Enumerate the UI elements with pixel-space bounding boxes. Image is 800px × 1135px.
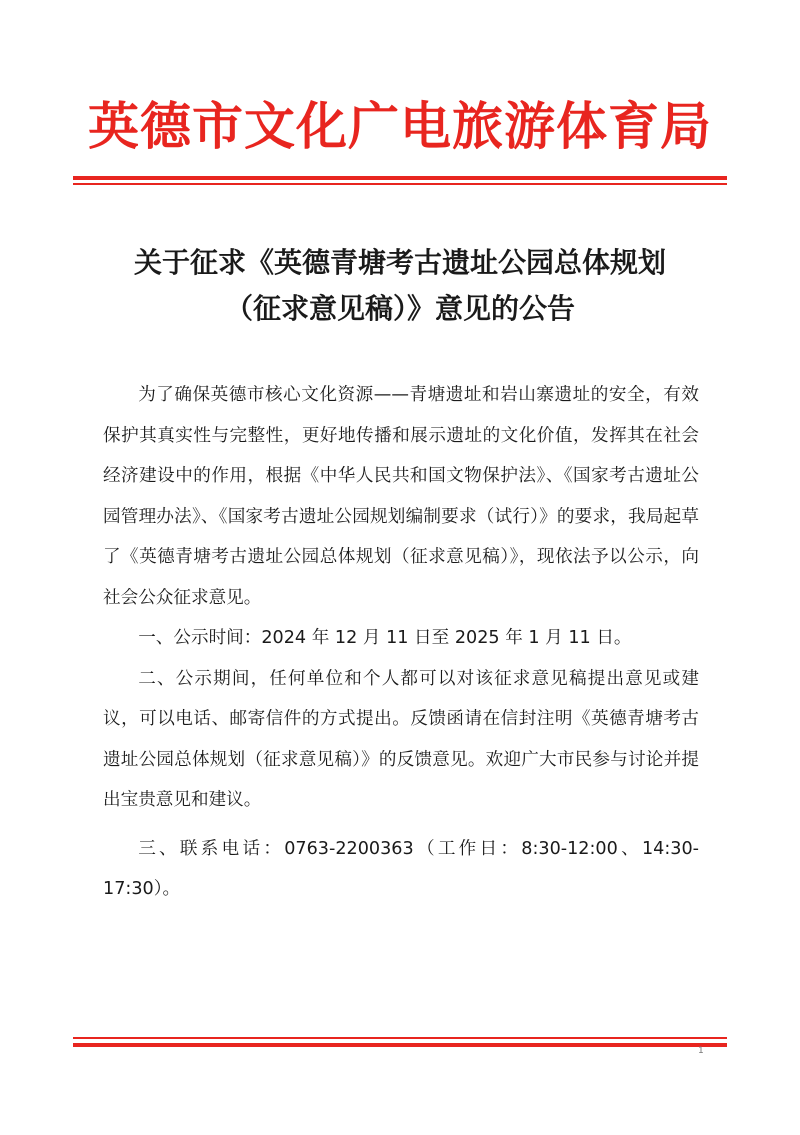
contact-phone-item: 三、联系电话：0763-2200363（工作日：8:30-12:00、14:30-17:30）。 — [103, 838, 699, 899]
publication-period-item: 一、公示时间：2024 年 12 月 11 日至 2025 年 1 月 11 日。 — [138, 628, 632, 648]
footer-divider-thin — [73, 1037, 727, 1039]
footer-divider-thick — [73, 1043, 727, 1047]
document-title-line-1: 关于征求《英德青塘考古遗址公园总体规划 — [133, 246, 666, 279]
header-divider-thin — [73, 183, 727, 185]
intro-paragraph: 为了确保英德市核心文化资源——青塘遗址和岩山寨遗址的安全，有效保护其真实性与完整性，更好地传播和展示遗址的文化价值，发挥其在社会经济建设中的作用，根据《中华人民共和国文物保护法》、《国家考古遗址公园管理办法》、《国家考古遗址公园规划编制要求（试行）》的要求，我局起草了《英德青塘考古遗址公园总体规划（征求意见稿）》，现依法予以公示，向社会公众征求意见。 — [103, 385, 699, 608]
feedback-method-item: 二、公示期间，任何单位和个人都可以对该征求意见稿提出意见或建议，可以电话、邮寄信件的方式提出。反馈函请在信封注明《英德青塘考古遗址公园总体规划（征求意见稿）》的反馈意见。欢迎广大市民参与讨论并提出宝贵意见和建议。 — [103, 668, 699, 810]
page-number: 1 — [698, 1046, 704, 1056]
document-body — [103, 375, 699, 910]
issuer-masthead: 英德市文化广电旅游体育局 — [87, 97, 712, 157]
header-divider-thick — [73, 176, 727, 180]
document-title-line-2: （征求意见稿）》意见的公告 — [224, 292, 575, 325]
